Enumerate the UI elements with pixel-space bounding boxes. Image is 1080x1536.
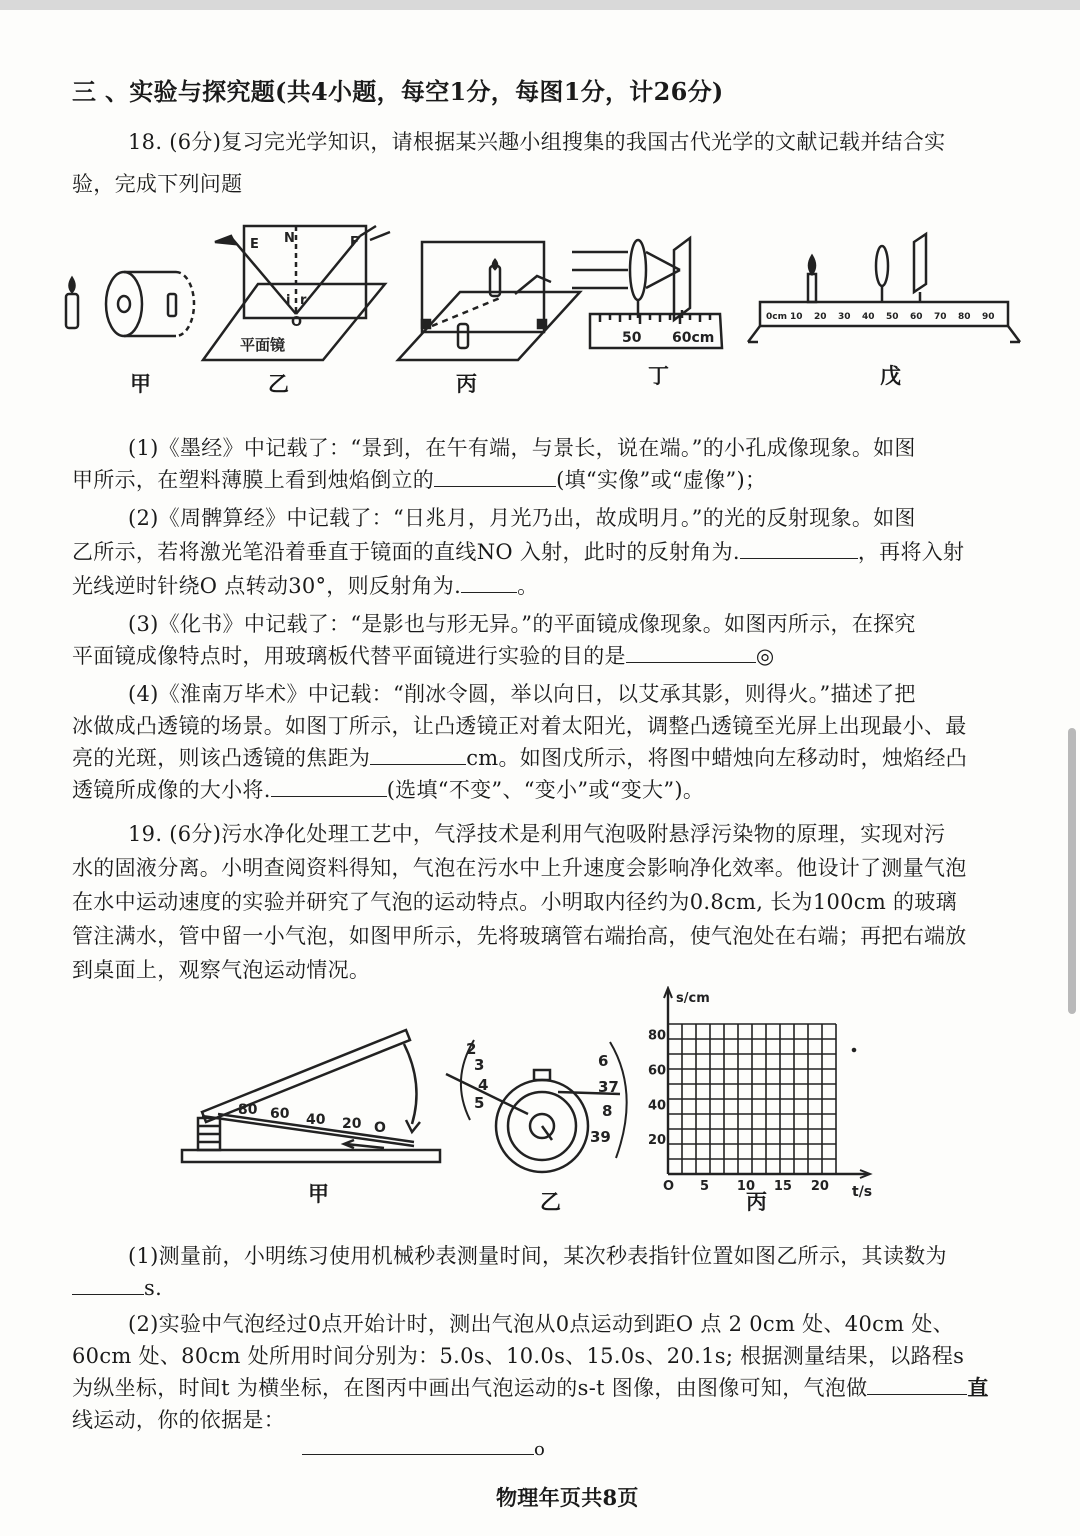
q18-p4-line2: 冰做成凸透镜的场景。如图丁所示，让凸透镜正对着太阳光，调整凸透镜至光屏上出现最小、最: [72, 714, 967, 738]
tube-mark-label: O: [374, 1120, 386, 1136]
x-tick-label: 20: [810, 1179, 829, 1194]
label-i: i: [286, 293, 291, 308]
q19-p1-line2: s.: [72, 1272, 162, 1304]
fig-caption-ding: 丁: [648, 363, 669, 388]
q18-p1-line2: 甲所示，在塑料薄膜上看到烛焰倒立的 (填“实像”或“虚像”)；: [72, 464, 766, 496]
answer-blank-reflection-angle-2[interactable]: [461, 570, 517, 593]
bench-scale-label: 90: [982, 312, 995, 322]
s-t-graph: [648, 988, 872, 1200]
page-footer: 物理年页共8页: [496, 1485, 639, 1510]
q18-p4-line4: 透镜所成像的大小将. (选填“不变”、“变小”或“变大”)。: [72, 774, 704, 806]
fig-caption-wu: 戊: [880, 363, 901, 388]
fig-caption-jia: 甲: [130, 371, 151, 396]
answer-blank-image-size[interactable]: [271, 774, 387, 797]
mirror-label: 平面镜: [240, 336, 286, 354]
bench-scale-label: 50: [886, 312, 899, 322]
x-tick-label: 5: [699, 1179, 710, 1194]
x-axis-label: t/s: [852, 1184, 873, 1200]
dial-left-label: 5: [474, 1094, 485, 1112]
answer-blank-reflection-angle-1[interactable]: [740, 536, 858, 559]
answer-blank-real-image[interactable]: [434, 464, 556, 487]
q19-intro-line1: 19. (6分)污水净化处理工艺中，气浮技术是利用气泡吸附悬浮污染物的原理，实现对污: [128, 822, 946, 846]
q19-p1-line1: (1)测量前，小明练习使用机械秒表测量时间，某次秒表指针位置如图乙所示，其读数为: [128, 1244, 947, 1268]
label-O: O: [291, 315, 303, 330]
bench-scale-label: 10: [790, 312, 803, 322]
q19-intro-line2: 水的固液分离。小明查阅资料得知，气泡在污水中上升速度会影响净化效率。他设计了测量气泡: [72, 856, 967, 880]
q18-p2-line1: (2)《周髀算经》中记载了：“日兆月，月光乃出，故成明月。”的光的反射现象。如图: [128, 506, 916, 530]
q19-figures: [178, 986, 898, 1206]
label-r: r: [300, 293, 307, 308]
dial-left-label: 4: [478, 1076, 489, 1094]
top-bar: [0, 0, 1080, 10]
q19-intro-line4: 管注满水，管中留一小气泡，如图甲所示，先将玻璃管右端抬高，使气泡处在右端；再把右端放: [72, 924, 967, 948]
answer-blank-glass-purpose[interactable]: [626, 640, 756, 663]
label-E: E: [250, 237, 259, 252]
q18-p4-line3: 亮的光斑，则该凸透镜的焦距为 cm。如图戊所示，将图中蜡烛向左移动时，烛焰经凸: [72, 742, 967, 774]
q18-intro-line2: 验，完成下列问题: [72, 172, 243, 196]
reflection-figure: [203, 226, 390, 360]
y-axis-label: s/cm: [676, 991, 710, 1006]
label-F: F: [350, 235, 359, 250]
q19-caption-jia: 甲: [308, 1181, 329, 1206]
bench-scale-label: 40: [862, 312, 875, 322]
q18-figures: [60, 222, 1050, 397]
bench-scale-label: 70: [934, 312, 947, 322]
tube-mark-label: 20: [342, 1116, 362, 1132]
q18-p2-line2: 乙所示，若将激光笔沿着垂直于镜面的直线NO 入射，此时的反射角为. ，再将入射: [72, 536, 964, 568]
x-tick-label: 10: [736, 1179, 756, 1194]
plane-mirror-figure: [398, 242, 580, 360]
bench-scale-label: 60: [910, 312, 923, 322]
q19-p2-line1: (2)实验中气泡经过0点开始计时，测出气泡从0点运动到距O 点 2 0cm 处、40cm 处、: [128, 1312, 954, 1336]
q19-p2-line5: o: [302, 1432, 545, 1466]
q19-caption-bing: 丙: [746, 1189, 767, 1214]
bench-scale-label: 80: [958, 312, 971, 322]
dial-right-label: 39: [590, 1128, 611, 1146]
y-tick-label: 80: [648, 1028, 667, 1044]
q18-p1-line1: (1)《墨经》中记载了：“景到，在午有端，与景长，说在端。”的小孔成像现象。如图: [128, 436, 916, 460]
tube-mark-label: 40: [306, 1112, 326, 1128]
x-tick-label: 15: [773, 1179, 792, 1194]
q18-p3-line2: 平面镜成像特点时，用玻璃板代替平面镜进行实验的目的是 ◎: [72, 640, 774, 672]
x-tick-label: O: [663, 1179, 675, 1194]
scrollbar[interactable]: [1068, 728, 1076, 1014]
y-tick-label: 20: [648, 1133, 667, 1149]
q18-p2-line3: 光线逆时针绕O 点转动30°，则反射角为. 。: [72, 570, 538, 602]
glass-tube-figure: [182, 1030, 440, 1162]
ruler-50: 50: [622, 330, 642, 346]
answer-blank-stopwatch-reading[interactable]: [72, 1272, 144, 1295]
answer-blank-focal-length[interactable]: [370, 742, 466, 765]
bench-scale-label: 0cm: [766, 312, 787, 322]
q18-p4-line1: (4)《淮南万毕术》中记载：“削冰令圆，举以向日，以艾承其影，则得火。”描述了把: [128, 682, 916, 706]
y-tick-label: 40: [648, 1098, 667, 1114]
q19-p2-line4: 线运动，你的依据是：: [72, 1408, 285, 1432]
dial-right-label: 37: [598, 1078, 619, 1096]
section-heading: 三 、实验与探究题(共4小题，每空1分，每图1分，计26分): [72, 77, 724, 106]
ruler-60: 60cm: [672, 330, 715, 346]
tube-mark-label: 80: [238, 1102, 258, 1118]
tube-mark-label: 60: [270, 1106, 290, 1122]
answer-blank-reason[interactable]: [302, 1432, 534, 1455]
answer-blank-motion-type[interactable]: [867, 1372, 967, 1395]
q19-intro-line5: 到桌面上，观察气泡运动情况。: [72, 958, 371, 982]
pinhole-camera-figure: [66, 272, 194, 336]
q18-intro-line1: 18. (6分)复习完光学知识，请根据某兴趣小组搜集的我国古代光学的文献记载并结合实: [128, 130, 946, 154]
dial-left-label: 3: [474, 1056, 485, 1074]
q18-p3-line1: (3)《化书》中记载了：“是影也与形无异。”的平面镜成像现象。如图丙所示，在探究: [128, 612, 916, 636]
q19-caption-yi: 乙: [540, 1189, 561, 1214]
q19-intro-line3: 在水中运动速度的实验并研究了气泡的运动特点。小明取内径约为0.8cm, 长为100cm 的玻璃: [72, 890, 957, 914]
bench-scale-label: 20: [814, 312, 827, 322]
bench-scale-label: 30: [838, 312, 851, 322]
y-tick-label: 60: [648, 1063, 667, 1079]
fig-caption-bing: 丙: [456, 371, 477, 396]
dial-left-label: 2: [466, 1040, 477, 1058]
stray-dot: [852, 1048, 856, 1052]
q19-p2-line3: 为纵坐标，时间t 为横坐标，在图丙中画出气泡运动的s-t 图像，由图像可知，气泡做 直: [72, 1372, 989, 1404]
label-N: N: [284, 231, 295, 246]
dial-right-label: 6: [598, 1052, 609, 1070]
optical-bench-figure: [748, 234, 1020, 342]
fig-caption-yi: 乙: [268, 371, 289, 396]
q19-p2-line2: 60cm 处、80cm 处所用时间分别为：5.0s、10.0s、15.0s、20.1s; 根据测量结果，以路程s: [72, 1344, 965, 1368]
dial-right-label: 8: [602, 1102, 613, 1120]
